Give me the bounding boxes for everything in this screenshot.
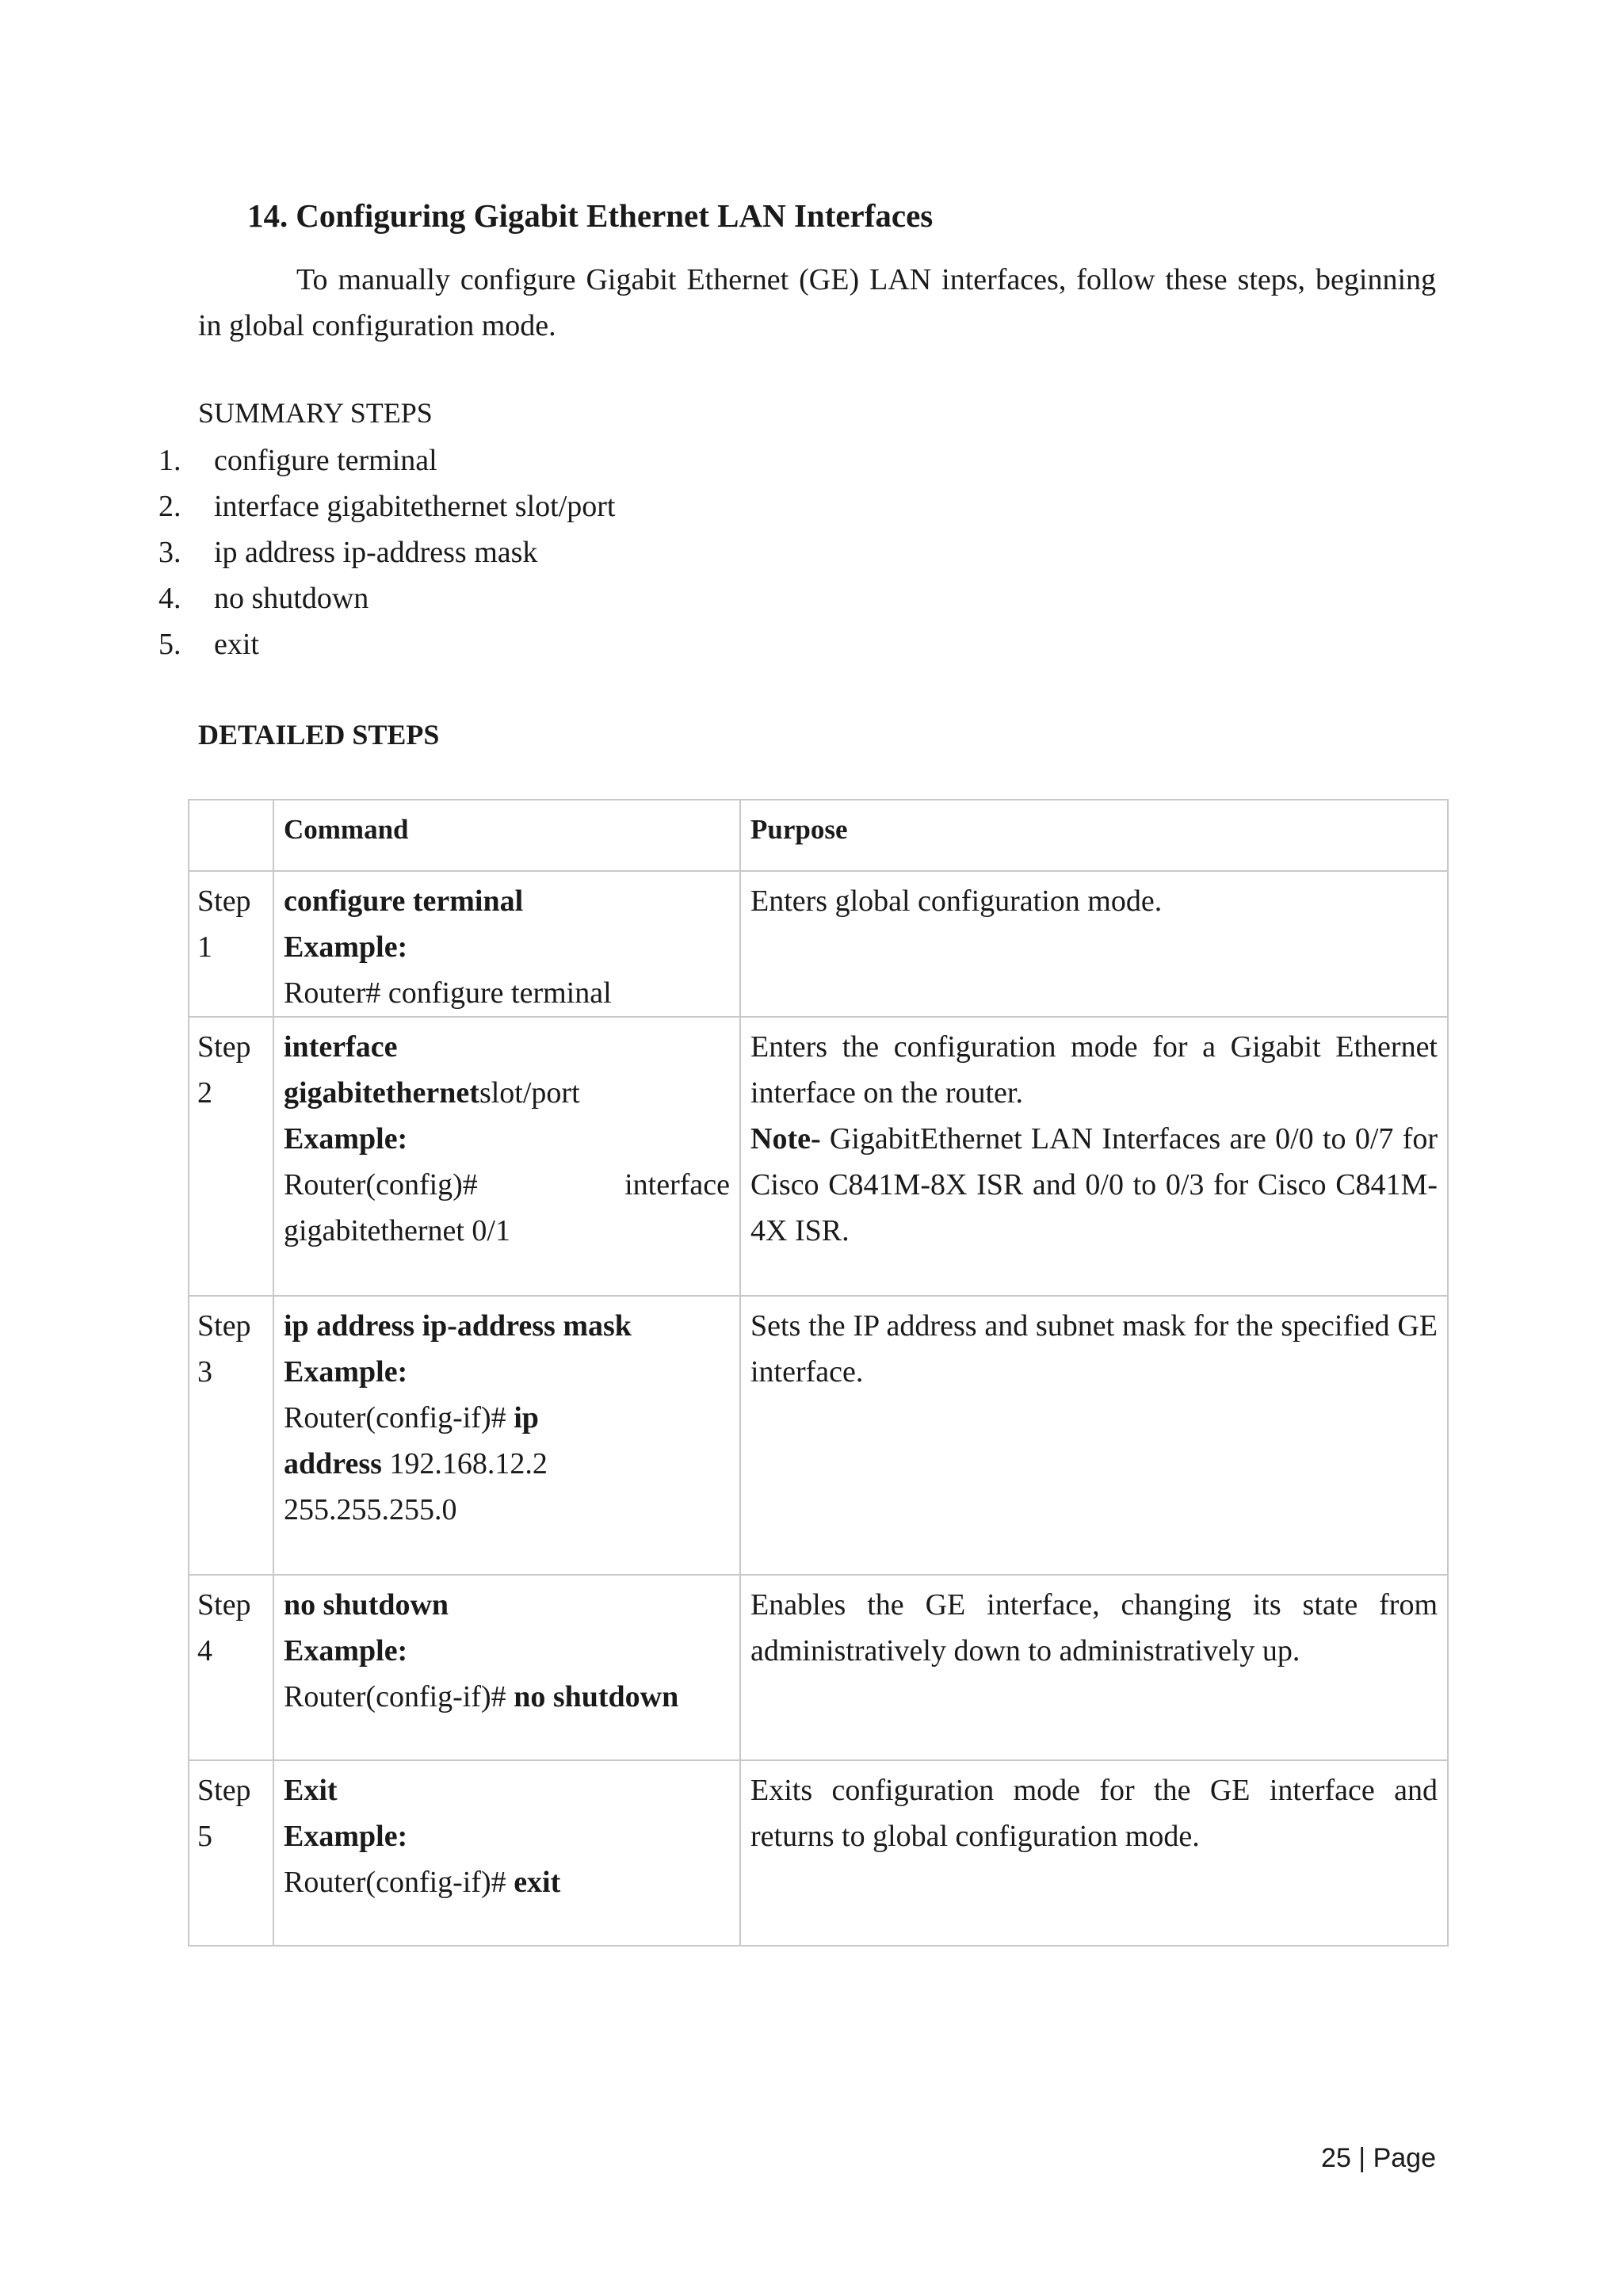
header-purpose: Purpose bbox=[740, 800, 1448, 871]
section-heading bbox=[247, 197, 933, 235]
summary-item: 5. exit bbox=[158, 628, 259, 661]
command-cell bbox=[273, 1017, 740, 1296]
example-line: Router(config-if)# ip bbox=[284, 1401, 539, 1435]
page-footer bbox=[1321, 2143, 1436, 2174]
header-blank-cell bbox=[189, 800, 273, 871]
section-number: 14. bbox=[247, 197, 288, 234]
purpose-cell: Sets the IP address and subnet mask for the specified GE interface. bbox=[740, 1296, 1448, 1575]
command-cell bbox=[273, 1760, 740, 1946]
page-separator: | bbox=[1350, 2143, 1373, 2173]
table-row bbox=[189, 1575, 1448, 1760]
table-header-row bbox=[189, 800, 1448, 871]
command-cell bbox=[273, 1575, 740, 1760]
command-text: interface bbox=[284, 1030, 398, 1064]
example-line: gigabitethernet 0/1 bbox=[284, 1214, 510, 1247]
command-cell bbox=[273, 871, 740, 1017]
table-row bbox=[189, 1760, 1448, 1946]
intro-paragraph: To manually configure Gigabit Ethernet (GE) LAN interfaces, follow these steps, beginning in global configuration mode. bbox=[198, 263, 1436, 342]
summary-title: SUMMARY STEPS bbox=[198, 397, 433, 429]
example-label: Example: bbox=[284, 1820, 408, 1853]
header-command: Command bbox=[273, 800, 740, 871]
note: Note- GigabitEthernet LAN Interfaces are 0/0 to 0/7 for Cisco C841M-8X ISR and 0/0 to 0/3 for Cisco C841M-4X ISR. bbox=[750, 1122, 1438, 1247]
command-text: ip address ip-address mask bbox=[284, 1309, 632, 1343]
page-number: 25 bbox=[1321, 2143, 1351, 2173]
purpose-cell: Enters global configuration mode. bbox=[740, 871, 1448, 1017]
table-row bbox=[189, 1017, 1448, 1296]
example-label: Example: bbox=[284, 1355, 408, 1389]
summary-item: 4. no shutdown bbox=[158, 582, 369, 615]
step-cell: Step 2 bbox=[189, 1017, 273, 1296]
example-label: Example: bbox=[284, 1634, 408, 1668]
purpose-cell: Exits configuration mode for the GE interface and returns to global configuration mode. bbox=[740, 1760, 1448, 1946]
detailed-title: DETAILED STEPS bbox=[198, 719, 440, 751]
step-cell: Step 5 bbox=[189, 1760, 273, 1946]
example-label: Example: bbox=[284, 930, 408, 964]
table-row bbox=[189, 871, 1448, 1017]
example-text: Router# configure terminal bbox=[284, 976, 612, 1010]
command-text-2: gigabitethernetslot/port bbox=[284, 1076, 580, 1110]
step-cell: Step 1 bbox=[189, 871, 273, 1017]
section-title: Configuring Gigabit Ethernet LAN Interfaces bbox=[296, 197, 934, 234]
purpose-cell: Enters the configuration mode for a Gigabit Ethernet interface on the router. Note- GigabitEthernet LAN Interfaces are 0/0 to 0/7 for Cisco C841M-8X ISR and 0/0 to 0/3 for Cisco C841M-4X ISR. bbox=[740, 1017, 1448, 1296]
example-line: Router(config-if)# no shutdown bbox=[284, 1680, 679, 1713]
step-cell: Step 4 bbox=[189, 1575, 273, 1760]
example-line: address 192.168.12.2 bbox=[284, 1447, 548, 1480]
summary-item: 3. ip address ip-address mask bbox=[158, 536, 538, 569]
command-text: configure terminal bbox=[284, 884, 524, 918]
purpose-cell: Enables the GE interface, changing its state from administratively down to administratively up. bbox=[740, 1575, 1448, 1760]
example-line: Router(config-if)# exit bbox=[284, 1866, 561, 1899]
detailed-steps-table bbox=[188, 799, 1449, 1946]
command-cell bbox=[273, 1296, 740, 1575]
command-text: Exit bbox=[284, 1774, 338, 1807]
table-row bbox=[189, 1296, 1448, 1575]
example-line: 255.255.255.0 bbox=[284, 1493, 457, 1526]
page-label: Page bbox=[1373, 2143, 1436, 2173]
step-cell: Step 3 bbox=[189, 1296, 273, 1575]
summary-item: 2. interface gigabitethernet slot/port bbox=[158, 490, 616, 523]
summary-item: 1. configure terminal bbox=[158, 444, 437, 477]
summary-list bbox=[158, 437, 615, 667]
command-text: no shutdown bbox=[284, 1588, 449, 1622]
example-line: Router(config)# interface bbox=[284, 1168, 730, 1201]
example-label: Example: bbox=[284, 1122, 408, 1156]
